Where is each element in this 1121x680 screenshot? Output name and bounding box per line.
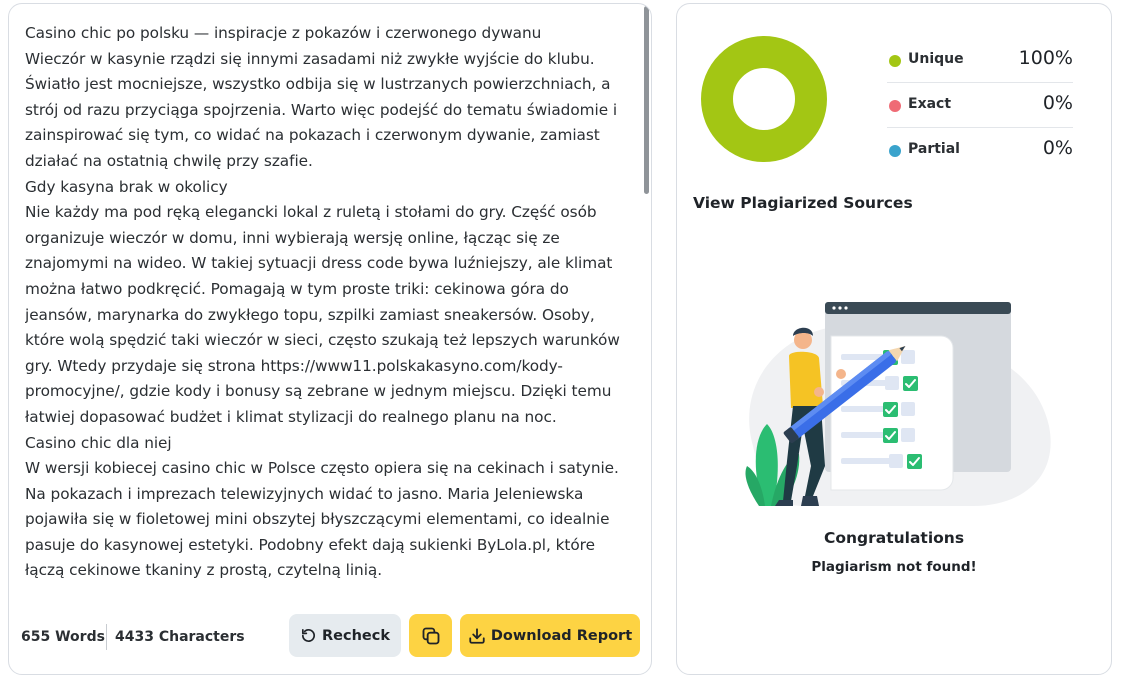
legend-label: Exact: [908, 96, 952, 112]
result-legend: [887, 38, 1073, 173]
legend-label: Partial: [908, 141, 960, 157]
copy-icon: [421, 626, 441, 646]
legend-dot: [889, 145, 901, 157]
paragraph: W wersji kobiecej casino chic w Polsce często opiera się na cekinach i satynie. Na pokazach i imprezach telewizyjnych widać to jasno. Maria Jeleniewska pojawiła się w fioletowej mini obszytej błyszczącymi elementami, co idealnie pasuje do kasynowej estetyki. Podobny efekt dają sukienki ByLola.pl, które łączą cekinowe tkaniny z prostą, czytelną linią.: [25, 459, 619, 580]
legend-row-partial: [887, 128, 1073, 173]
paragraph: Casino chic dla niej: [25, 433, 172, 452]
legend-label: Unique: [908, 51, 964, 67]
plagiarism-status-message: Plagiarism not found!: [811, 559, 977, 575]
recheck-button[interactable]: [289, 614, 401, 657]
legend-dot: [889, 100, 901, 112]
character-count: 4433 Characters: [115, 629, 245, 645]
download-label: Download Report: [490, 627, 633, 644]
legend-dot: [889, 55, 901, 67]
copy-button[interactable]: [409, 614, 452, 657]
scrollbar-thumb[interactable]: [644, 6, 649, 194]
paragraph: Casino chic po polsku — inspiracje z pokazów i czerwonego dywanu: [25, 24, 542, 42]
legend-row-exact: [887, 83, 1073, 128]
legend-value: 100%: [1018, 47, 1073, 69]
uniqueness-donut-chart: [701, 36, 827, 162]
recheck-label: Recheck: [322, 627, 390, 644]
scrollbar[interactable]: [643, 6, 649, 606]
paragraph: Wieczór w kasynie rządzi się innymi zasadami niż zwykłe wyjście do klubu. Światło jest mocniejsze, wszystko odbija się w lustrzanych powierzchniach, a strój od razu przyciąga spojrzenia. Warto więc podejść do tematu świadomie i zainspirować się tym, co widać na pokazach i czerwonym dywanie, zamiast działać na ostatnią chwilę przy szafie.: [25, 49, 618, 170]
donut-ring-unique: [717, 52, 811, 146]
checklist-illustration: [733, 296, 1055, 508]
download-icon: [468, 627, 486, 645]
editor-footer: [9, 604, 651, 674]
legend-value: 0%: [1042, 137, 1073, 159]
legend-row-unique: [887, 38, 1073, 83]
download-report-button[interactable]: [460, 614, 640, 657]
congratulations-title: Congratulations: [823, 529, 965, 547]
legend-value: 0%: [1042, 92, 1073, 114]
view-plagiarized-sources-heading: View Plagiarized Sources: [693, 194, 913, 212]
refresh-icon: [300, 627, 317, 644]
text-editor-panel: [8, 3, 652, 675]
paragraph: Nie każdy ma pod ręką elegancki lokal z ruletą i stołami do gry. Część osób organizuje wieczór w domu, inni wybierają wersję online, łącząc się ze znajomymi na wideo. W takiej sytuacji dress code bywa luźniejszy, ale klimat można łatwo podkręcić. Pomagają w tym proste triki: cekinowa góra do jeansów, marynarka do zwykłego topu, szpilki zamiast sneakersów. Osoby, które wolą spędzić taki wieczór w sieci, często szukają też lepszych warunków gry. Wtedy przydaje się strona https://www11.polskakasyno.com/kody-promocyjne/, gdzie kody i bonusy są zebrane w jednym miejscu. Dzięki temu łatwiej dopasować budżet i klimat stylizacji do realnego planu na noc.: [25, 203, 620, 426]
results-panel: [676, 3, 1112, 675]
word-count: 655 Words: [21, 629, 105, 645]
divider: [106, 624, 107, 650]
text-input-area[interactable]: [25, 21, 637, 609]
paragraph: Gdy kasyna brak w okolicy: [25, 177, 228, 196]
